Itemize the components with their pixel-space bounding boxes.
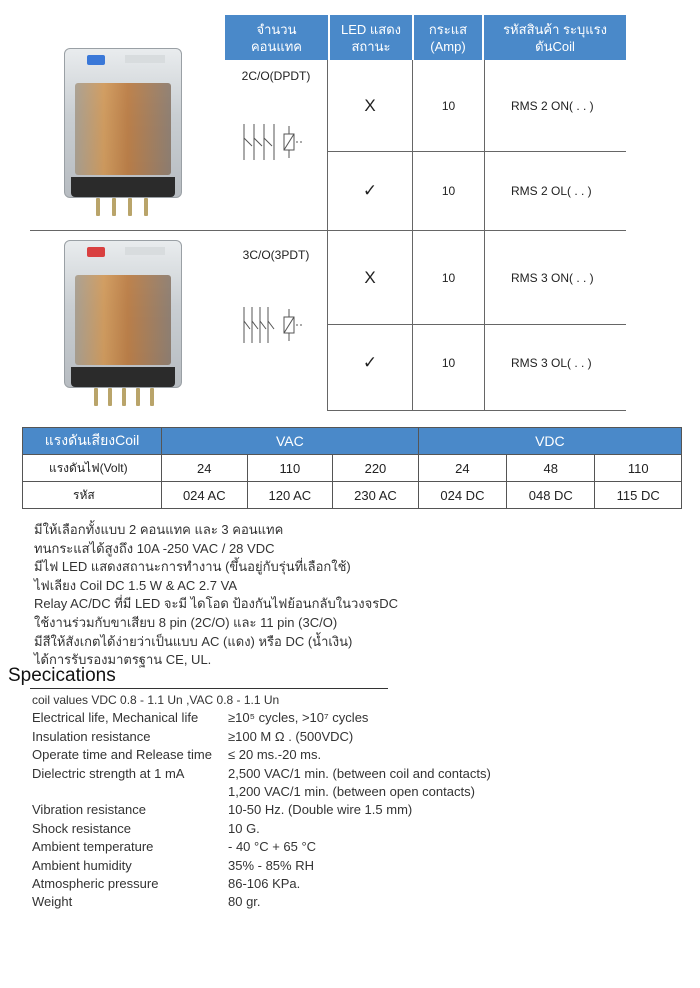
volt-value: 48 bbox=[507, 455, 595, 482]
voltage-code: 024 DC bbox=[418, 482, 506, 509]
spec-key: Insulation resistance bbox=[32, 728, 151, 744]
vac-header: VAC bbox=[162, 428, 419, 455]
spec-key: Operate time and Release time bbox=[32, 747, 212, 763]
relay-photo-2co bbox=[64, 48, 182, 198]
spec-value: 35% - 85% RH bbox=[228, 857, 314, 873]
voltage-code: 048 DC bbox=[507, 482, 595, 509]
spec-row bbox=[32, 709, 491, 727]
contact-diagram-3co bbox=[240, 303, 308, 347]
relay-pin bbox=[108, 388, 112, 406]
product-code: RMS 3 ON( . . ) bbox=[511, 270, 594, 285]
product-code: RMS 3 OL( . . ) bbox=[511, 355, 592, 370]
contact-type-2co: 2C/O(DPDT) bbox=[241, 69, 311, 83]
relay-pin bbox=[94, 388, 98, 406]
relay-internals bbox=[75, 83, 171, 175]
volt-value: 24 bbox=[418, 455, 506, 482]
spec-value: 86-106 KPa. bbox=[228, 876, 301, 892]
relay-photo-3co bbox=[64, 240, 182, 388]
red-led-indicator bbox=[87, 247, 105, 257]
spec-value: 1,200 VAC/1 min. (between open contacts) bbox=[228, 784, 475, 800]
spec-key: Shock resistance bbox=[32, 820, 131, 836]
spec-row bbox=[32, 728, 491, 746]
spec-row bbox=[32, 801, 491, 819]
volt-value: 24 bbox=[162, 455, 248, 482]
feature-item: มีไฟ LED แสดงสถานะการทำงาน (ขึ้นอยู่กับรุ่นที่เลือกใช้) bbox=[34, 559, 351, 575]
amp-value: 10 bbox=[441, 270, 456, 285]
led-mark: ✓ bbox=[362, 352, 378, 372]
voltage-code: 024 AC bbox=[162, 482, 248, 509]
coil-voltage-table bbox=[22, 427, 682, 509]
spec-row bbox=[32, 838, 491, 856]
header-code: รหัสสินค้า ระบุแรงดันCoil bbox=[484, 15, 626, 60]
header-contacts: จำนวนคอนแทค bbox=[225, 15, 328, 60]
relay-pin bbox=[128, 198, 132, 216]
spec-key bbox=[32, 783, 228, 801]
relay-pin bbox=[150, 388, 154, 406]
header-current: กระแส (Amp) bbox=[414, 15, 482, 60]
product-code: RMS 2 OL( . . ) bbox=[511, 184, 592, 198]
relay-label-plate bbox=[125, 247, 165, 255]
relay-base bbox=[71, 177, 175, 197]
volt-value: 110 bbox=[595, 455, 682, 482]
relay-internals bbox=[75, 275, 171, 365]
feature-item: ใช้งานร่วมกับขาเสียบ 8 pin (2C/O) และ 11 pin (3C/O) bbox=[34, 614, 338, 630]
voltage-code: 115 DC bbox=[595, 482, 682, 509]
spec-value: ≥100 M Ω . (500VDC) bbox=[228, 728, 354, 744]
spec-key: Vibration resistance bbox=[32, 802, 146, 818]
feature-item: มีสีให้สังเกตได้ง่ายว่าเป็นแบบ AC (แดง) หรือ DC (น้ำเงิน) bbox=[34, 633, 353, 649]
volt-label: แรงดันไฟ(Volt) bbox=[23, 455, 162, 482]
coil-voltage-title: แรงดันเสียงCoil bbox=[23, 428, 162, 455]
led-mark: ✓ bbox=[362, 181, 378, 200]
spec-key: Electrical life, Mechanical life bbox=[32, 710, 199, 726]
spec-key: Ambient temperature bbox=[32, 839, 154, 855]
amp-value: 10 bbox=[441, 355, 456, 370]
amp-value: 10 bbox=[441, 184, 456, 198]
code-label: รหัส bbox=[23, 482, 162, 509]
voltage-code: 230 AC bbox=[333, 482, 419, 509]
specifications-list bbox=[32, 691, 491, 912]
spec-value: 10 G. bbox=[228, 820, 260, 836]
product-code: RMS 2 ON( . . ) bbox=[511, 98, 594, 113]
spec-coil-values: coil values VDC 0.8 - 1.1 Un ,VAC 0.8 - 1.1 Un bbox=[32, 693, 280, 707]
spec-row bbox=[32, 765, 491, 783]
feature-item: ได้การรับรองมาตรฐาน CE, UL. bbox=[34, 652, 212, 668]
relay-pin bbox=[122, 388, 126, 406]
divider bbox=[30, 688, 388, 689]
spec-key: Atmospheric pressure bbox=[32, 876, 159, 892]
relay-pin bbox=[96, 198, 100, 216]
divider bbox=[327, 410, 626, 411]
feature-item: ทนกระแสได้สูงถึง 10A -250 VAC / 28 VDC bbox=[34, 540, 275, 556]
feature-item: Relay AC/DC ที่มี LED จะมี ไดโอด ป้องกันไฟย้อนกลับในวงจรDC bbox=[34, 596, 399, 612]
contact-diagram-2co bbox=[240, 120, 308, 164]
spec-row bbox=[32, 820, 491, 838]
spec-value: 2,500 VAC/1 min. (between coil and contacts) bbox=[228, 765, 491, 781]
contact-type-3co: 3C/O(3PDT) bbox=[242, 248, 310, 262]
feature-item: ไฟเลียง Coil DC 1.5 W & AC 2.7 VA bbox=[34, 577, 237, 593]
spec-row bbox=[32, 893, 491, 911]
relay-pin bbox=[112, 198, 116, 216]
spec-value: 10-50 Hz. (Double wire 1.5 mm) bbox=[228, 802, 413, 818]
spec-key: Weight bbox=[32, 894, 73, 910]
relay-base bbox=[71, 367, 175, 387]
relay-label-plate bbox=[125, 55, 165, 63]
spec-value: ≥10⁵ cycles, >10⁷ cycles bbox=[228, 710, 369, 726]
amp-value: 10 bbox=[441, 98, 456, 113]
vdc-header: VDC bbox=[418, 428, 681, 455]
spec-key: Dielectric strength at 1 mA bbox=[32, 765, 185, 781]
spec-value: ≤ 20 ms.-20 ms. bbox=[228, 747, 322, 763]
spec-row bbox=[32, 746, 491, 764]
relay-pin bbox=[144, 198, 148, 216]
led-mark: X bbox=[364, 95, 376, 115]
header-led: LED แสดงสถานะ bbox=[330, 15, 412, 60]
volt-value: 110 bbox=[247, 455, 333, 482]
spec-value: - 40 °C + 65 °C bbox=[228, 839, 317, 855]
volt-value: 220 bbox=[333, 455, 419, 482]
spec-row bbox=[32, 857, 491, 875]
specifications-title: Specications bbox=[8, 665, 116, 686]
blue-led-indicator bbox=[87, 55, 105, 65]
led-mark: X bbox=[364, 267, 376, 287]
feature-item: มีให้เลือกทั้งแบบ 2 คอนแทค และ 3 คอนแทค bbox=[34, 522, 284, 537]
spec-value: 80 gr. bbox=[228, 894, 261, 910]
feature-list bbox=[34, 521, 398, 670]
spec-key: Ambient humidity bbox=[32, 857, 132, 873]
voltage-code: 120 AC bbox=[247, 482, 333, 509]
spec-row bbox=[32, 783, 491, 801]
spec-row bbox=[32, 875, 491, 893]
relay-pin bbox=[136, 388, 140, 406]
